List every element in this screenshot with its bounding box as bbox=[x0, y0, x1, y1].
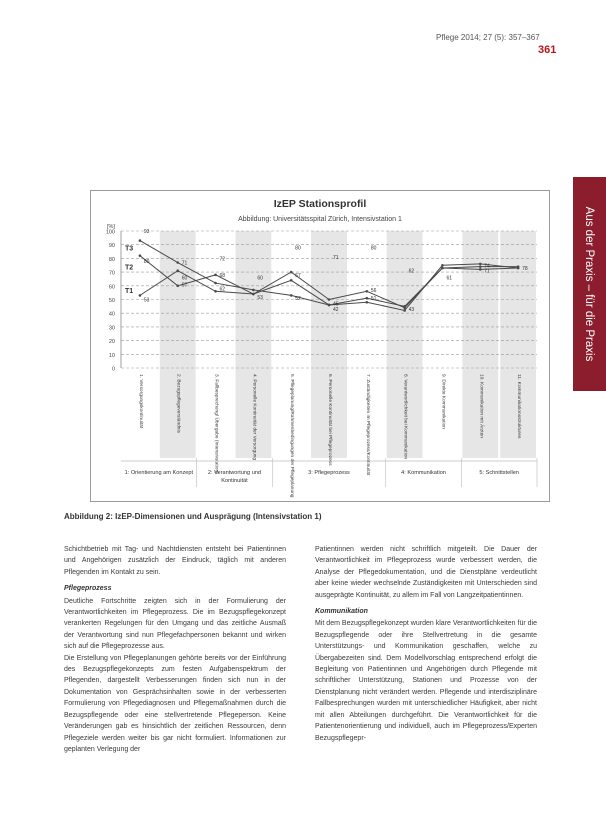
paragraph: Deutliche Fortschritte zeigten sich in der Formulierung der Verantwortlichkeiten im Pflegeprozess. Die im Bezugspflegekonzept verankerten Regelungen für den Umgang und das zeitliche Ausmaß der Verantwortung sind nun Pflegefachpersonen bekannt und wirken sich auf die Pflegeprozesse aus. bbox=[64, 597, 286, 651]
data-point bbox=[517, 265, 520, 268]
group-label: 4: Kommunikation bbox=[401, 470, 446, 476]
data-label: 56 bbox=[370, 287, 377, 294]
data-label: 51 bbox=[370, 296, 377, 303]
x-tick-label: 9. Direkte Kommunikation bbox=[440, 374, 446, 429]
data-point bbox=[139, 294, 142, 297]
series-label: T1 bbox=[125, 287, 134, 295]
y-tick-label: 60 bbox=[108, 284, 115, 291]
data-point bbox=[214, 290, 217, 293]
x-tick-label: 7. Zuständigkeiten im Pflegeprozess/Kontinuität bbox=[364, 374, 370, 476]
x-tick-label: 8. Verantwortlichkeit bei Kommunikation bbox=[402, 374, 408, 460]
data-label: 60 bbox=[181, 275, 188, 282]
x-tick-label: 4. Personelle Kontinuität der Versorgung bbox=[251, 374, 257, 461]
chart-subtitle: Abbildung: Universitätsspital Zürich, Intensivstation 1 bbox=[238, 216, 402, 223]
x-tick-label: 3. Fallbesprechung/ Übergabe (Intensivstation) bbox=[213, 374, 219, 474]
section-heading-kommunikation: Kommunikation bbox=[315, 608, 368, 616]
data-label: 80 bbox=[143, 259, 150, 266]
chart-title: IzEP Stationsprofil bbox=[273, 198, 367, 210]
data-label: 57 bbox=[181, 282, 188, 289]
data-label: 45 bbox=[333, 301, 339, 308]
data-label: 74 bbox=[484, 263, 490, 270]
data-point bbox=[479, 268, 482, 271]
data-label: 78 bbox=[522, 265, 528, 272]
data-label: 53 bbox=[257, 294, 263, 301]
line-chart bbox=[91, 191, 549, 501]
data-label: 62 bbox=[219, 286, 226, 293]
data-point bbox=[441, 267, 444, 270]
data-point bbox=[479, 263, 482, 266]
y-tick-label: 0 bbox=[111, 366, 115, 373]
data-point bbox=[366, 290, 369, 293]
group-label: Kontinuität bbox=[221, 478, 248, 484]
data-label: 80 bbox=[295, 245, 301, 252]
group-label: 3: Pflegeprozess bbox=[308, 470, 350, 476]
paragraph: Patientinnen werden nicht schriftlich mitgeteilt. Die Dauer der Verantwortlichkeit im Pflegeprozess wurde verbessert werden, die Analyse der Pflegedokumentation, und die Dienstpläne verdeutlicht aber keine wieder wechselnde Zuständigkeiten mit Unterschieden sind ausgeprägte Kontinuität, zu allem im Fall von Langzeitpatientinnen. bbox=[315, 546, 537, 599]
data-label: 93 bbox=[143, 229, 150, 235]
data-point bbox=[214, 274, 217, 277]
section-heading-pflegeprozess: Pflegeprozess bbox=[64, 585, 112, 593]
data-label: 72 bbox=[219, 256, 226, 263]
data-point bbox=[290, 294, 293, 297]
data-label: 52 bbox=[295, 296, 301, 303]
chart-figure bbox=[90, 190, 550, 502]
x-tick-label: 5. Pflegeplanung/Rahmenbedingungen der Pflegeplanung bbox=[289, 374, 295, 498]
y-tick-label: 80 bbox=[108, 256, 115, 263]
data-label: 42 bbox=[333, 307, 339, 314]
data-point bbox=[328, 304, 331, 307]
data-point bbox=[441, 264, 444, 267]
data-point bbox=[176, 285, 179, 288]
y-axis-label: [%] bbox=[107, 224, 115, 230]
x-tick-label: 2. Bezugspflegeverständnis bbox=[175, 374, 181, 433]
data-point bbox=[479, 265, 482, 268]
data-label: 80 bbox=[370, 245, 377, 252]
y-tick-label: 100 bbox=[105, 229, 115, 236]
y-tick-label: 20 bbox=[108, 339, 115, 346]
data-label: 71 bbox=[333, 255, 339, 262]
data-point bbox=[290, 271, 293, 274]
y-tick-label: 50 bbox=[108, 298, 115, 304]
x-tick-label: 6. Personelle Kontinuität bei Pflegeprozess bbox=[327, 374, 332, 466]
y-tick-label: 90 bbox=[108, 243, 115, 250]
data-label: 71 bbox=[181, 260, 188, 267]
page-number: 361 bbox=[538, 44, 557, 56]
data-label: 53 bbox=[143, 297, 150, 304]
data-label: 43 bbox=[408, 307, 415, 314]
group-label: 2: Verantwortung und bbox=[207, 470, 262, 476]
data-label: 60 bbox=[257, 275, 263, 282]
data-point bbox=[366, 301, 369, 304]
data-point bbox=[176, 269, 179, 272]
series-label: T3 bbox=[125, 245, 134, 253]
data-point bbox=[176, 261, 179, 264]
y-tick-label: 30 bbox=[108, 325, 115, 332]
figure-caption: Abbildung 2: IzEP-Dimensionen und Ausprägung (Intensivstation 1) bbox=[64, 512, 322, 521]
journal-reference: Pflege 2014; 27 (5): 357–367 bbox=[436, 33, 540, 42]
data-point bbox=[139, 254, 142, 257]
data-label: 67 bbox=[295, 272, 301, 279]
data-label: 71 bbox=[484, 268, 490, 275]
body-column-right bbox=[315, 544, 537, 744]
series-label: T2 bbox=[125, 264, 134, 272]
data-point bbox=[214, 282, 217, 285]
section-side-tab bbox=[573, 177, 606, 391]
paragraph: Mit dem Bezugspflegekonzept wurden klare Verantwortlichkeiten für die Bezugspflegende oder ihre Stellvertretung in die gesamte Unterstützungs- und Kommunikation geschaffen, welche zu Übergabezeiten sind. Dem Modellvorschlag entsprechend erfolgt die Begleitung von Patientinnen und Angehörigen durch Pflegende mit schriftlicher Unterstützung, Stationen und Prozesse von der Dienstplanung nicht verändert werden. Pflegende und interdisziplinäre Fallbesprechungen wurden mit unterschiedlicher Häufigkeit, aber nicht mit allen Abteilungen durchgeführt. Die Verantwortlichkeit für die Patientenorientierung und individuell, auch im Pflegeprozess/Experten Bezugspflegepr- bbox=[315, 620, 537, 742]
y-tick-label: 70 bbox=[108, 270, 115, 277]
data-point bbox=[403, 309, 406, 312]
y-tick-label: 40 bbox=[108, 311, 115, 318]
data-point bbox=[290, 279, 293, 282]
group-label: 1: Orientierung am Konzept bbox=[124, 470, 194, 476]
data-point bbox=[403, 306, 406, 309]
data-point bbox=[252, 293, 255, 296]
group-label: 5: Schnittstellen bbox=[479, 470, 519, 476]
data-label: 62 bbox=[408, 268, 415, 275]
x-tick-label: 11. Kommunikationsstrukturen bbox=[516, 374, 522, 439]
data-label: 68 bbox=[219, 272, 226, 279]
data-label: 61 bbox=[446, 275, 453, 282]
data-point bbox=[366, 297, 369, 300]
x-tick-label: 1. Versorgungskontinuität bbox=[137, 374, 143, 429]
section-side-tab-label: Aus der Praxis – für die Praxis bbox=[583, 206, 595, 362]
y-tick-label: 10 bbox=[108, 352, 115, 359]
paragraph: Schichtbetrieb mit Tag- und Nachtdiensten entsteht bei Patientinnen und Angehörigen zusätzlich der Eindruck, täglich mit anderen Pflegenden im Kontakt zu sein. bbox=[64, 546, 286, 576]
data-point bbox=[252, 289, 255, 292]
paragraph: Die Erstellung von Pflegeplanungen gehörte bereits vor der Einführung des Bezugspflegekonzepts zum festen Aufgabenspektrum der Pflegenden, dargestellt Verbesserungen finden sich nun in der Dokumentation von Gesprächsinhalten sowie in der verbesserten Formulierung von Pflegediagnosen und Pflegemaßnahmen durch die Bezugspflegende oder eine stellvertretende Pflegeperson. Keine Veränderungen gab es hinsichtlich der zeitlichen Ressourcen, denn Pflegeziele werden weiter bis gar nicht formuliert. Informationen zur geplanten Verlegung der bbox=[64, 654, 286, 753]
data-point bbox=[328, 298, 331, 301]
data-point bbox=[139, 239, 142, 242]
body-column-left bbox=[64, 544, 286, 755]
x-tick-label: 10. Kommunikation mit Ärzten bbox=[478, 374, 484, 438]
